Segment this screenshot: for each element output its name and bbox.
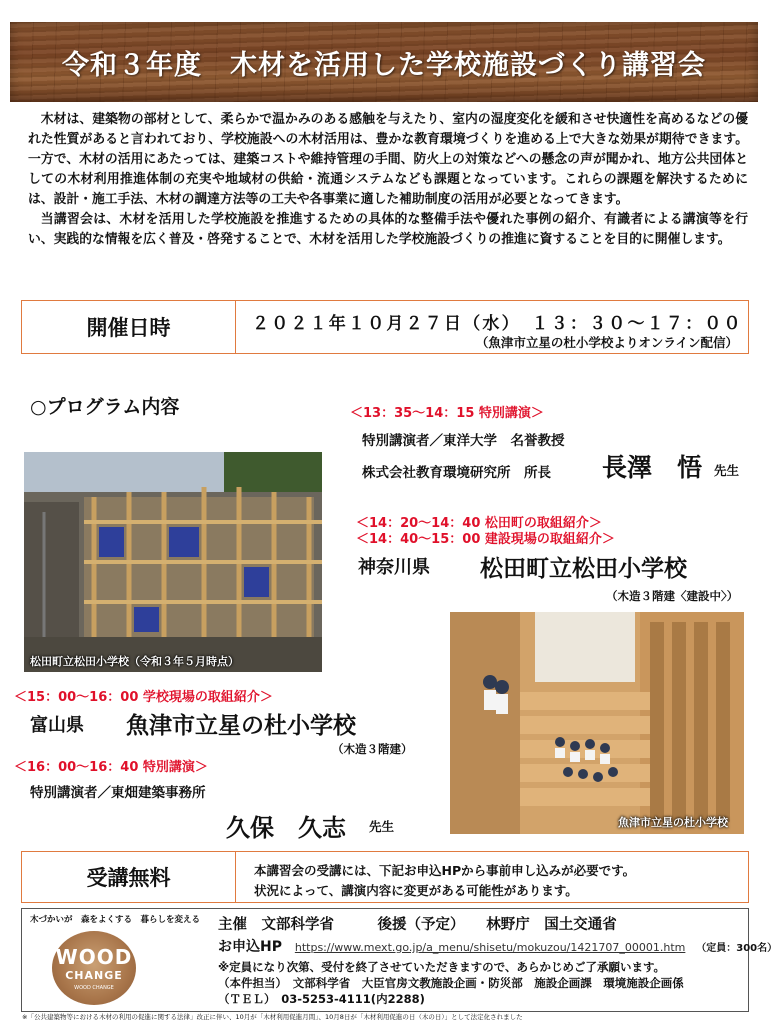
logo-sub-text: CHANGE [65,969,123,982]
session4-speaker-title: 特別講演者／東畑建築事務所 [30,785,206,801]
photo-hoshinomori-interior [450,612,744,834]
intro-text [28,110,748,250]
session3-time: ＜15：00～16：00 学校現場の取組紹介＞ [14,690,273,705]
session1-speaker-name: 長澤 悟 [602,453,703,482]
contact-info: （本件担当） 文部科学省 大臣官房文教施設企画・防災部 施設企画課 環境施設企画係 [218,976,684,990]
session2-prefecture: 神奈川県 [358,557,430,578]
date-box [21,300,749,354]
session2-building-note: （木造３階建〈建設中〉） [606,589,739,603]
apply-label: お申込HP [218,939,282,955]
session2-school: 松田町立松田小学校 [480,556,687,582]
session3-school: 魚津市立星の杜小学校 [126,713,356,739]
photo1-caption: 松田町立松田小学校（令和３年５月時点） [30,655,239,668]
fee-note-2: 状況によって、講演内容に変更がある可能性があります。 [254,883,578,898]
contact-tel: （ＴＥＬ） 03-5253-4111(内2288) [218,992,425,1006]
date-label: 開催日時 [22,301,236,353]
event-datetime: ２０２１年１０月２７日（水） １３：３０～１７：００ [252,314,743,334]
fee-label: 受講無料 [22,852,236,902]
session4-speaker-suffix: 先生 [369,819,395,834]
session3-prefecture: 富山県 [30,715,84,736]
session1-speaker-suffix: 先生 [714,463,740,478]
photo-matsuda-construction [24,452,322,672]
session1-speaker-org: 株式会社教育環境研究所 所長 [362,465,551,481]
school-interior-image [450,612,744,834]
title-banner [10,22,758,102]
footer-box [21,908,777,1012]
logo-small-text: WOOD CHANGE [74,985,114,991]
session3-building-note: （木造３階建） [332,742,413,756]
logo-tagline: 木づかいが 森をよくする 暮らしを変える [30,915,201,925]
event-venue-note: （魚津市立星の杜小学校よりオンライン配信） [475,335,738,350]
fee-box [21,851,749,903]
apply-url-link[interactable]: https://www.mext.go.jp/a_menu/shisetu/mokuzou/1421707_00001.htm [294,941,686,954]
construction-site-image [24,452,322,672]
session1-speaker-title: 特別講演者／東洋大学 名誉教授 [362,433,565,449]
capacity: （定員：300名） [696,943,777,954]
program-heading: ○プログラム内容 [30,396,180,418]
organizers: 主催 文部科学省 後援（予定） 林野庁 国土交通省 [218,917,617,933]
session4-speaker-name: 久保 久志 [226,814,346,842]
photo2-caption: 魚津市立星の杜小学校 [618,816,728,829]
logo-main-text: WOOD [55,945,133,969]
apply-row [218,936,777,956]
session4-time: ＜16：00～16：40 特別講演＞ [14,760,208,775]
page-title: 令和３年度 木材を活用した学校施設づくり講習会 [62,49,706,81]
fee-note-1: 本講習会の受講には、下記お申込HPから事前申し込みが必要です。 [254,863,636,878]
intro-paragraph-2: 当講習会は、木材を活用した学校施設を推進するための具体的な整備手法や優れた事例の紹介、有識者による講演等を行い、実践的な情報を広く普及・啓発することで、木材を活用した学校施設づくりの推進に資することを目的に開催します。 [28,212,748,247]
session1-time: ＜13：35～14：15 特別講演＞ [350,406,544,421]
footnote: ※「公共建築物等における木材の利用の促進に関する法律」改正に伴い、10月が「木材利用促進月間」、10月8日が「木材利用促進の日（木の日）」として法定化されました [22,1013,523,1021]
capacity-notice: ※定員になり次第、受付を終了させていただきますので、あらかじめご了承願います。 [218,960,666,974]
wood-change-logo [52,931,136,1005]
session2-time-2: ＜14：40～15：00 建設現場の取組紹介＞ [356,532,615,547]
intro-paragraph-1: 木材は、建築物の部材として、柔らかで温かみのある感触を与えたり、室内の湿度変化を緩和させ快適性を高めるなどの優れた性質があると言われており、学校施設への木材活用は、豊かな教育環境づくりを進める上で大きな効果が期待できます。一方で、木材の活用にあたっては、建築コストや維持管理の手間、防火上の対策などへの懸念の声が聞かれ、地方公共団体としての木材利用推進体制の充実や地域材の供給・流通システムなども課題となっています。これらの課題を解決するためには、設計・施工手法、木材の調達方法等の工夫や各事業に適した補助制度の活用が必要となってきます。 [28,112,748,207]
session2-time-1: ＜14：20～14：40 松田町の取組紹介＞ [356,516,602,531]
